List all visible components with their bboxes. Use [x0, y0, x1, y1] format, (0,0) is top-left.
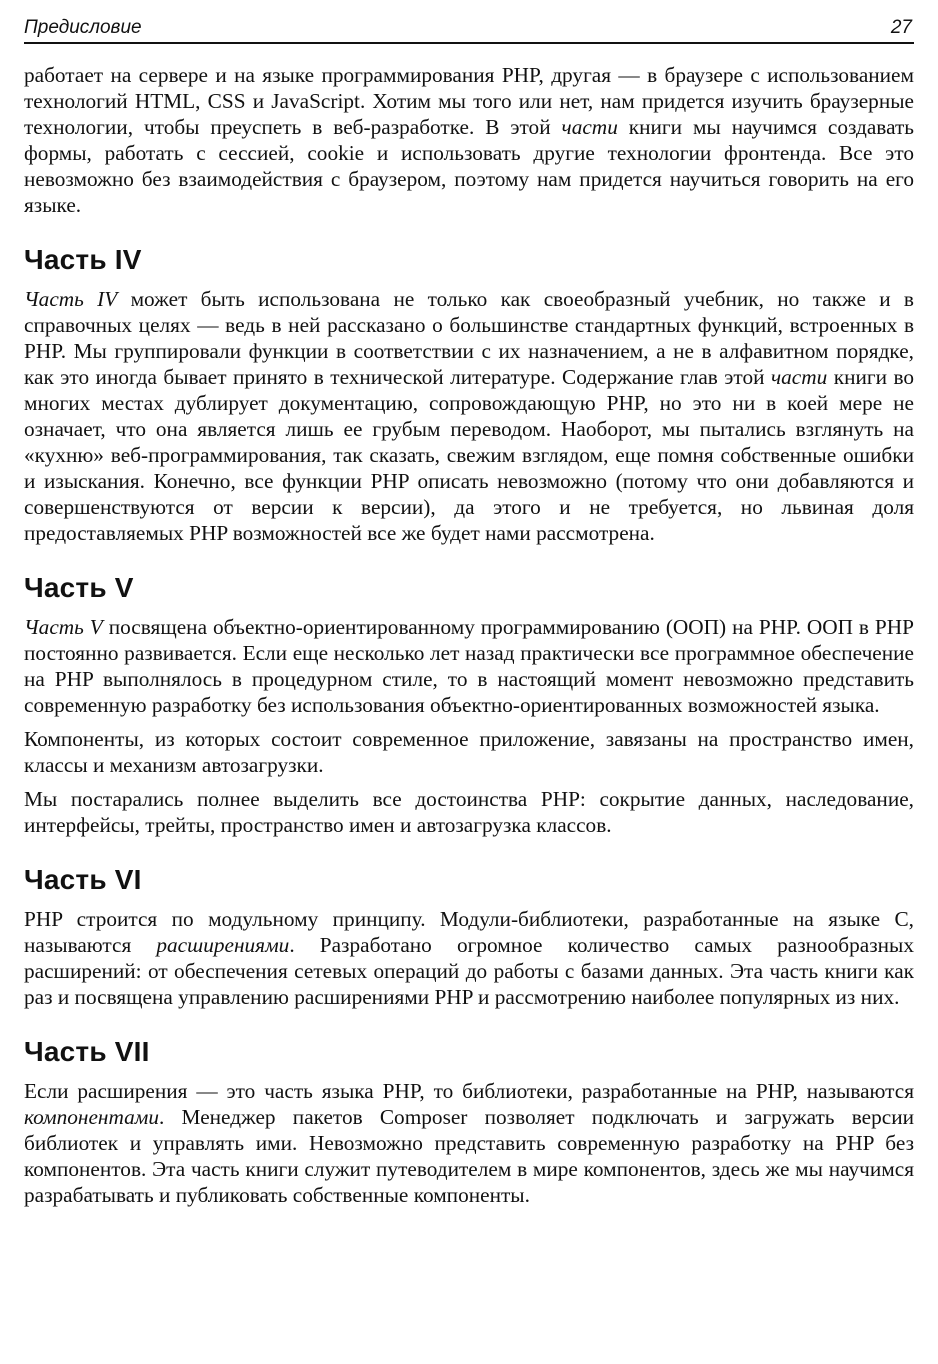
part-4-paragraph: Часть IV может быть использована не только как своеобразный учебник, но также и в справочных целях — ведь в ней рассказано о большинстве стандартных функций, встроенных в PHP. Мы группировали функции в соответствии с их назначением, а не в алфавитном порядке, как это иногда бывает принято в технической литературе. Содержание глав этой части книги во многих местах дублирует документацию, сопровождающую PHP, но это ни в коей мере не означает, что она является лишь ее грубым переводом. Наоборот, мы пытались взглянуть на «кухню» веб-программирования, так сказать, свежим взглядом, еще помня собственные ошибки и изыскания. Конечно, все функции PHP описать невозможно (потому что они добавляются и совершенствуются от версии к версии), да этого и не требуется, но львиная доля предоставляемых PHP возможностей все же будет нами рассмотрена. — [24, 287, 915, 545]
chapter-title: Предисловие — [24, 17, 142, 38]
part-5-paragraph-3: Мы постарались полнее выделить все достоинства PHP: сокрытие данных, наследование, интерфейсы, трейты, пространство имен и автозагрузка классов. — [24, 787, 914, 837]
page-content — [24, 62, 914, 1208]
emphasis: части — [561, 115, 618, 139]
part-7-paragraph: Если расширения — это часть языка PHP, то библиотеки, разработанные на PHP, называются компонентами. Менеджер пакетов Composer позволяет подключать и загружать версии библиотек и управлять ими. Невозможно представить современную разработку на PHP без компонентов. Эта часть книги служит путеводителем в мире компонентов, здесь же мы научимся разрабатывать и публиковать собственные компоненты. — [24, 1079, 914, 1207]
emphasis: расширениями — [156, 933, 290, 957]
section-heading-part-4: Часть IV — [24, 244, 142, 275]
book-page — [24, 14, 914, 1216]
section-heading-part-7: Часть VII — [24, 1036, 150, 1067]
section-heading-part-5: Часть V — [24, 572, 134, 603]
part-5-paragraph-1: Часть V посвящена объектно-ориентированному программированию (ООП) на PHP. ООП в PHP постоянно развивается. Если еще несколько лет назад практически все программное обеспечение на PHP выполнялось в процедурном стиле, то в настоящий момент невозможно представить современную разработку без использования объектно-ориентированных возможностей языка. — [24, 615, 914, 717]
part-6-paragraph: PHP строится по модульному принципу. Модули-библиотеки, разработанные на языке C, называются расширениями. Разработано огромное количество самых разнообразных расширений: от обеспечения сетевых операций до работы с базами данных. Эта часть книги как раз и посвящена управлению расширениями PHP и рассмотрению наиболее популярных из них. — [24, 907, 914, 1009]
page-number: 27 — [890, 17, 912, 38]
emphasis: части — [770, 365, 828, 389]
emphasis: Часть V — [24, 615, 103, 639]
part-5-paragraph-2: Компоненты, из которых состоит современное приложение, завязаны на пространство имен, классы и механизм автозагрузки. — [24, 727, 914, 777]
section-heading-part-6: Часть VI — [24, 864, 142, 895]
emphasis: компонентами — [24, 1105, 159, 1129]
intro-paragraph: работает на сервере и на языке программирования PHP, другая — в браузере с использованием технологий HTML, CSS и JavaScript. Хотим мы того или нет, нам придется изучить браузерные технологии, чтобы преуспеть в веб-разработке. В этой части книги мы научимся создавать формы, работать с сессией, cookie и использовать другие технологии фронтенда. Все это невозможно без взаимодействия с браузером, поэтому нам придется научиться говорить на его языке. — [24, 63, 915, 217]
emphasis: Часть IV — [24, 287, 118, 311]
running-header — [24, 14, 914, 44]
